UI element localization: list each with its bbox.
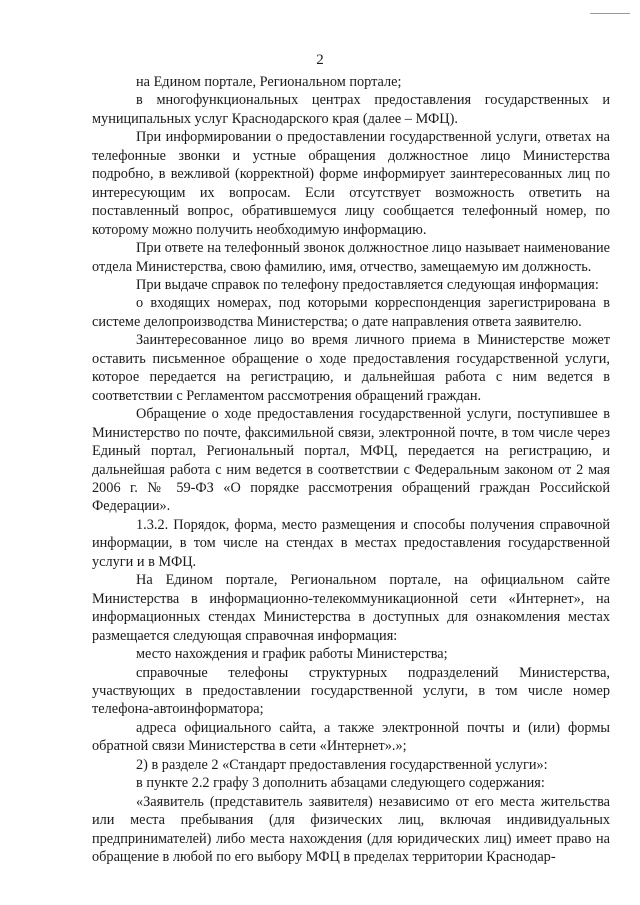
paragraph: на Едином портале, Региональном портале;	[136, 74, 402, 90]
paragraph: При информировании о предоставлении государственной услуги, ответах на телефонные звонки и устные обращения должностное лицо Министерства подробно, в вежливой (корректной) форме информирует заинтересованных лиц по интересующим их вопросам. Если отсутствует возможность ответить на поставленный вопрос, обратившемуся лицу сообщается телефонный номер, по которому можно получить необходимую информацию.	[92, 129, 610, 238]
paragraph: На Едином портале, Региональном портале, на официальном сайте Министерства в информационно-телекоммуникационной сети «Интернет», на информационных стендах Министерства в доступных для ознакомления местах размещается следующая справочная информация:	[92, 572, 610, 644]
scan-corner-mark	[590, 13, 630, 14]
paragraph: «Заявитель (представитель заявителя) независимо от его места жительства или места пребывания (для физических лиц, включая индивидуальных предпринимателей) либо места нахождения (для юридических лиц) имеет право на обращение в любой по его выбору МФЦ в пределах территории Краснодар-	[92, 793, 610, 866]
paragraph: 1.3.2. Порядок, форма, место размещения и способы получения справочной информации, в том числе на стендах в местах предоставления государственной услуги и в МФЦ.	[92, 516, 610, 570]
paragraph: Заинтересованное лицо во время личного приема в Министерстве может оставить письменное обращение о ходе предоставления государственной услуги, которое передается на регистрацию, и дальнейшая работа с ним ведется в соответствии с Регламентом рассмотрения обращений граждан.	[92, 332, 610, 404]
paragraph: При ответе на телефонный звонок должностное лицо называет наименование отдела Министерства, свою фамилию, имя, отчество, замещаемую им должность.	[92, 240, 610, 275]
paragraph: в многофункциональных центрах предоставления государственных и муниципальных услуг Краснодарского края (далее – МФЦ).	[92, 92, 610, 127]
paragraph: При выдаче справок по телефону предоставляется следующая информация:	[136, 276, 599, 293]
document-body	[92, 73, 610, 866]
paragraph: о входящих номерах, под которыми корреспонденция зарегистрирована в системе делопроизводства Министерства; о дате направления ответа заявителю.	[92, 295, 610, 330]
paragraph: место нахождения и график работы Министерства;	[136, 646, 448, 663]
paragraph: Обращение о ходе предоставления государственной услуги, поступившее в Министерство по почте, факсимильной связи, электронной почте, в том числе через Единый портал, Региональный портал, МФЦ, передается на регистрацию, и дальнейшая работа с ним ведется в соответствии с Федеральным законом от 2 мая 2006 г. № 59-ФЗ «О порядке рассмотрения обращений граждан Российской Федерации».	[92, 406, 610, 515]
paragraph: 2) в разделе 2 «Стандарт предоставления государственной услуги»:	[136, 756, 548, 773]
paragraph: в пункте 2.2 графу 3 дополнить абзацами следующего содержания:	[136, 775, 545, 792]
paragraph: справочные телефоны структурных подразделений Министерства, участвующих в предоставлении государственной услуги, в том числе номер телефона-автоинформатора;	[92, 664, 610, 718]
paragraph: адреса официального сайта, а также электронной почты и (или) формы обратной связи Министерства в сети «Интернет».»;	[92, 719, 610, 755]
page-number: 2	[316, 52, 324, 68]
